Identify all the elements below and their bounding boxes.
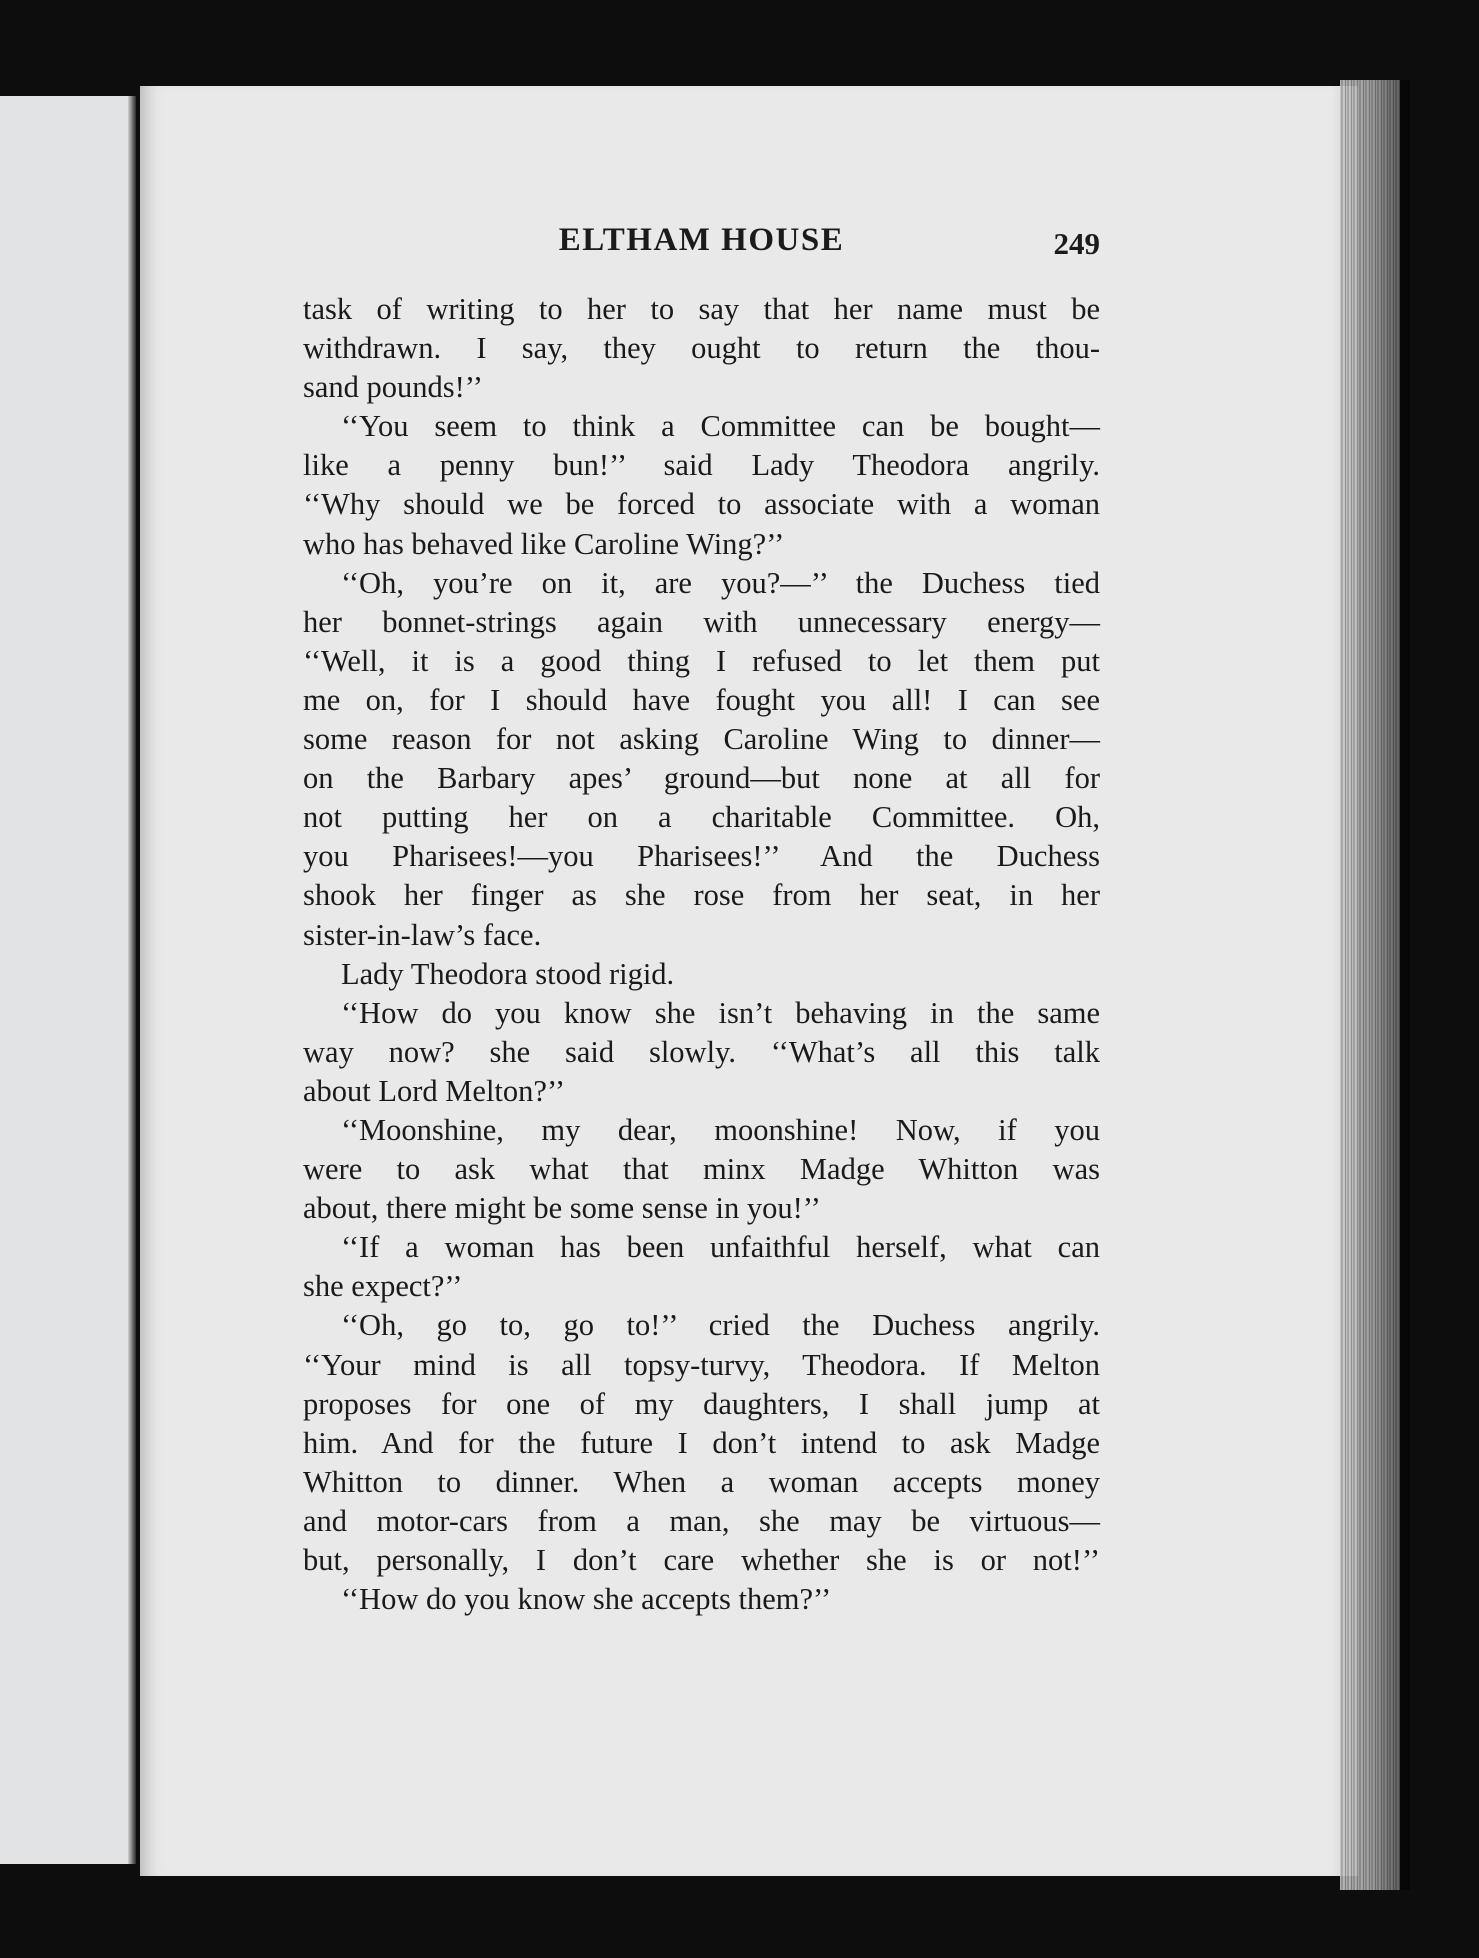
page-number: 249 xyxy=(1053,226,1100,261)
text-line: and motor-cars from a man, she may be virtuous— xyxy=(303,1503,1100,1538)
text-line: withdrawn. I say, they ought to return the thou- xyxy=(303,331,1100,366)
text-line: ‘‘Well, it is a good thing I refused to let them put xyxy=(303,643,1100,678)
text-line: ‘‘How do you know she isn’t behaving in the same xyxy=(341,995,1100,1030)
text-line: some reason for not asking Caroline Wing to dinner— xyxy=(303,722,1100,757)
text-line: like a penny bun!’’ said Lady Theodora angrily. xyxy=(303,448,1100,483)
text-line: ‘‘Your mind is all topsy-turvy, Theodora. If Melton xyxy=(303,1347,1100,1382)
text-line: him. And for the future I don’t intend to ask Madge xyxy=(303,1425,1100,1460)
text-line: her bonnet-strings again with unnecessary energy— xyxy=(303,604,1100,639)
text-line: proposes for one of my daughters, I shall jump at xyxy=(303,1386,1100,1421)
text-line: ‘‘Oh, you’re on it, are you?—’’ the Duchess tied xyxy=(341,565,1100,600)
text-line: not putting her on a charitable Committee. Oh, xyxy=(303,800,1100,835)
text-line: she expect?’’ xyxy=(303,1269,463,1304)
text-line: ‘‘If a woman has been unfaithful herself, what can xyxy=(341,1230,1100,1265)
body-text xyxy=(303,290,1100,1619)
text-line: on the Barbary apes’ ground—but none at all for xyxy=(303,761,1100,796)
book-gutter xyxy=(128,96,136,1864)
text-line: ‘‘How do you know she accepts them?’’ xyxy=(341,1582,832,1617)
text-line: you Pharisees!—you Pharisees!’’ And the Duchess xyxy=(303,839,1100,874)
running-title: ELTHAM HOUSE xyxy=(558,222,845,258)
text-line: were to ask what that minx Madge Whitton was xyxy=(303,1152,1100,1187)
text-line: ‘‘Why should we be forced to associate with a woman xyxy=(303,487,1100,522)
left-page-margin xyxy=(0,96,136,1864)
page-edges-shadow xyxy=(1330,80,1410,1890)
text-line: about Lord Melton?’’ xyxy=(303,1073,565,1108)
text-line: sister-in-law’s face. xyxy=(303,917,542,952)
text-line: ‘‘Oh, go to, go to!’’ cried the Duchess angrily. xyxy=(341,1308,1100,1343)
text-line: but, personally, I don’t care whether she is or not!’’ xyxy=(303,1543,1100,1577)
text-line: ‘‘Moonshine, my dear, moonshine! Now, if you xyxy=(341,1112,1100,1147)
text-line: who has behaved like Caroline Wing?’’ xyxy=(303,526,785,561)
text-line: task of writing to her to say that her name must be xyxy=(303,292,1100,326)
text-line: me on, for I should have fought you all! I can see xyxy=(303,682,1100,717)
text-line: sand pounds!’’ xyxy=(303,370,483,405)
text-line: way now? she said slowly. ‘‘What’s all this talk xyxy=(303,1034,1100,1069)
text-line: Lady Theodora stood rigid. xyxy=(341,956,675,991)
text-line: Whitton to dinner. When a woman accepts money xyxy=(303,1464,1100,1499)
text-line: about, there might be some sense in you!’’ xyxy=(303,1191,821,1226)
running-head xyxy=(303,222,1100,272)
text-line: ‘‘You seem to think a Committee can be bought— xyxy=(341,409,1100,444)
text-line: shook her finger as she rose from her seat, in her xyxy=(303,878,1100,913)
